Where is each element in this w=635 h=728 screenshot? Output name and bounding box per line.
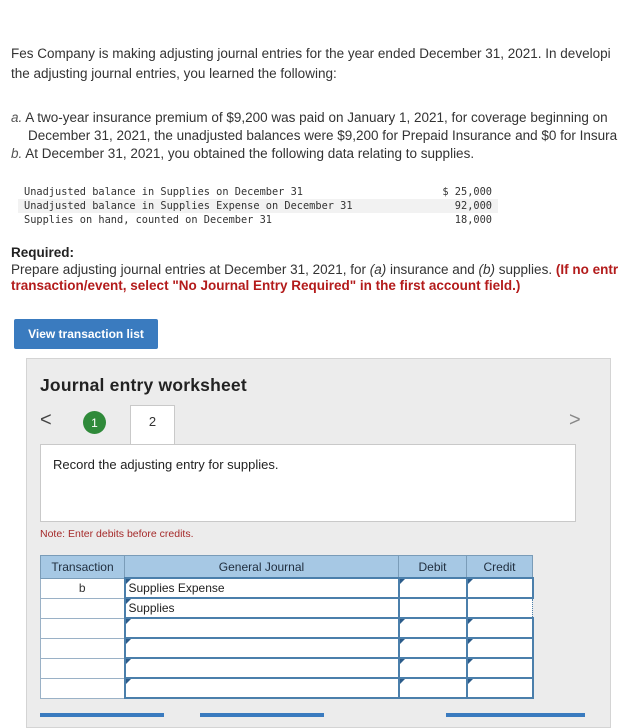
- transaction-cell: b: [41, 578, 125, 598]
- input-marker-icon: [468, 679, 473, 684]
- debit-input[interactable]: [399, 658, 467, 678]
- step-1-complete[interactable]: 1: [83, 411, 106, 434]
- fact-b: b. At December 31, 2021, you obtained the following data relating to supplies.: [11, 146, 475, 161]
- dropdown-marker-icon: [126, 599, 131, 604]
- credit-input[interactable]: [467, 638, 533, 658]
- account-select[interactable]: Supplies Expense: [125, 578, 399, 598]
- account-select[interactable]: [125, 618, 399, 638]
- supplies-row: Unadjusted balance in Supplies on December 31 $ 25,000: [24, 186, 492, 198]
- account-select[interactable]: [125, 678, 399, 698]
- debit-input[interactable]: [399, 618, 467, 638]
- transaction-cell: [41, 638, 125, 658]
- table-row: [41, 638, 533, 658]
- table-row: [41, 678, 533, 698]
- dropdown-marker-icon: [126, 639, 131, 644]
- table-row: [41, 658, 533, 678]
- required-text: Prepare adjusting journal entries at December 31, 2021, for (a) insurance and (b) supplies. (If no entr transaction/event, select "No Journal Entry Required" in the first account field.): [11, 262, 635, 294]
- credit-input[interactable]: [467, 598, 533, 618]
- credit-input[interactable]: [467, 618, 533, 638]
- dropdown-marker-icon: [126, 659, 131, 664]
- required-label: Required:: [11, 245, 75, 260]
- facts-list: [11, 109, 635, 163]
- transaction-cell: [41, 618, 125, 638]
- transaction-cell: [41, 678, 125, 698]
- problem-intro: [11, 44, 635, 84]
- instruction-box: [40, 444, 576, 522]
- table-row: [41, 598, 533, 618]
- required-instruction: transaction/event, select "No Journal Entry Required" in the first account field.): [11, 278, 521, 293]
- header-debit: Debit: [399, 556, 467, 579]
- supplies-row: Supplies on hand, counted on December 31 18,000: [24, 214, 492, 226]
- debit-input[interactable]: [399, 678, 467, 698]
- table-row: [41, 578, 533, 598]
- credit-input[interactable]: [467, 678, 533, 698]
- input-marker-icon: [400, 639, 405, 644]
- worksheet-title: Journal entry worksheet: [40, 375, 247, 395]
- chevron-left-icon[interactable]: <: [40, 409, 52, 431]
- debit-input[interactable]: [399, 578, 467, 598]
- account-select[interactable]: Supplies: [125, 598, 399, 618]
- table-row: [41, 618, 533, 638]
- input-marker-icon: [400, 579, 405, 584]
- input-marker-icon: [400, 679, 405, 684]
- supplies-row: Unadjusted balance in Supplies Expense on December 31 92,000: [18, 199, 498, 213]
- input-marker-icon: [468, 579, 473, 584]
- input-marker-icon: [400, 619, 405, 624]
- input-marker-icon: [468, 639, 473, 644]
- account-select[interactable]: [125, 638, 399, 658]
- tab-step-2[interactable]: 2: [130, 405, 175, 445]
- transaction-cell: [41, 658, 125, 678]
- note-text: Note: Enter debits before credits.: [40, 528, 194, 540]
- debit-input[interactable]: [399, 598, 467, 618]
- input-marker-icon: [468, 659, 473, 664]
- clear-entry-button[interactable]: [200, 713, 324, 717]
- header-general-journal: General Journal: [125, 556, 399, 579]
- view-general-journal-button[interactable]: [446, 713, 585, 717]
- dropdown-marker-icon: [126, 619, 131, 624]
- credit-input[interactable]: [467, 578, 533, 598]
- intro-line-1: Fes Company is making adjusting journal entries for the year ended December 31, 2021. In developi: [11, 46, 611, 61]
- chevron-right-icon[interactable]: >: [569, 409, 581, 431]
- record-entry-button[interactable]: [40, 713, 164, 717]
- fact-a: a. A two-year insurance premium of $9,200 was paid on January 1, 2021, for coverage beginning on: [11, 110, 608, 125]
- dropdown-marker-icon: [126, 679, 131, 684]
- view-transaction-list-button[interactable]: View transaction list: [14, 319, 158, 349]
- transaction-cell: [41, 598, 125, 618]
- credit-input[interactable]: [467, 658, 533, 678]
- dropdown-marker-icon: [126, 579, 131, 584]
- supplies-data-table: [18, 185, 498, 227]
- debit-input[interactable]: [399, 638, 467, 658]
- fact-a-continued: December 31, 2021, the unadjusted balances were $9,200 for Prepaid Insurance and $0 for Insura: [28, 128, 618, 143]
- intro-line-2: the adjusting journal entries, you learned the following:: [11, 66, 337, 81]
- header-credit: Credit: [467, 556, 533, 579]
- journal-header-row: [41, 556, 533, 579]
- input-marker-icon: [468, 619, 473, 624]
- header-transaction: Transaction: [41, 556, 125, 579]
- input-marker-icon: [400, 659, 405, 664]
- account-select[interactable]: [125, 658, 399, 678]
- journal-table: [40, 555, 534, 699]
- instruction-text: Record the adjusting entry for supplies.: [53, 457, 279, 472]
